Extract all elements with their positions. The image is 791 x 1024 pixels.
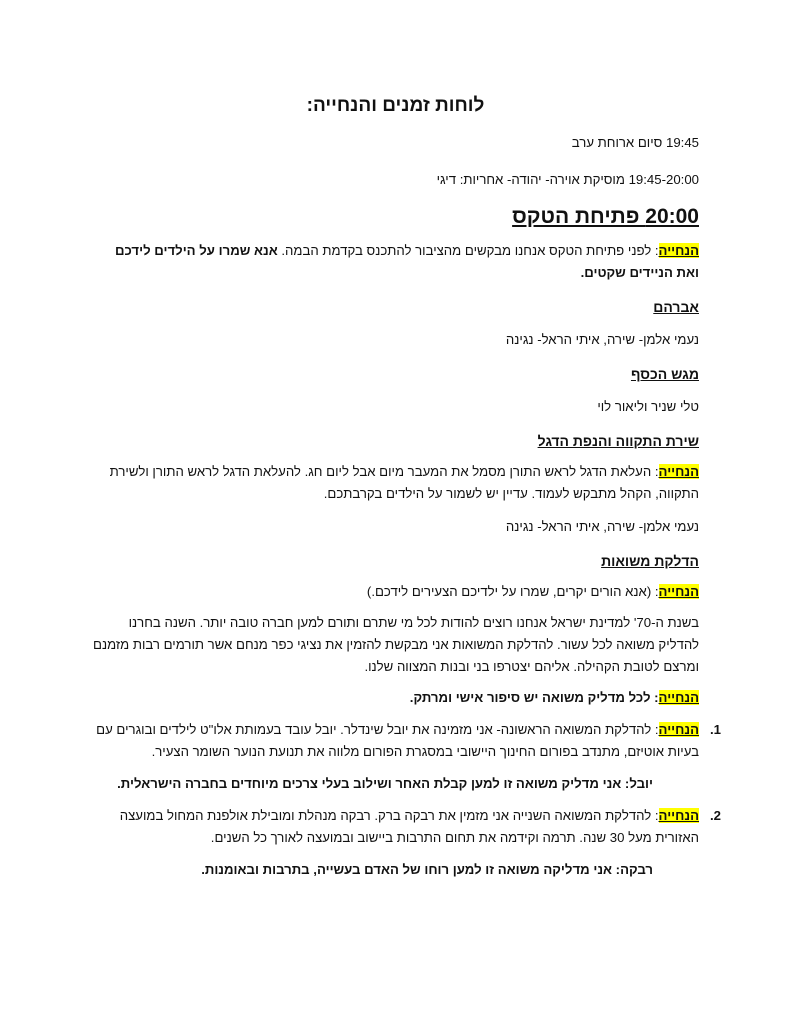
opening-host-text-bold: אנא שמרו על הילדים לידכם ואת הניידים שקטים. — [115, 243, 699, 280]
anthem-host-paragraph — [92, 461, 699, 505]
torch-item-2-quote: רבקה: אני מדליקה משואה זו למען רוחו של האדם בעשייה, בתרבות ובאומנות. — [201, 862, 653, 877]
host-label: הנחייה — [658, 808, 699, 823]
torch-item-1-quote: יובל: אני מדליק משואה זו למען קבלת האחר ושילוב בעלי צרכים מיוחדים בחברה הישראלית. — [117, 776, 653, 791]
schedule-line-music: 19:45-20:00 מוסיקת אוירה- יהודה- אחריות: דיגי — [436, 172, 699, 187]
section-heading-anthem: שירת התקווה והנפת הדגל — [537, 433, 699, 449]
torch-item-1-text: : להדלקת המשואה הראשונה- אני מזמינה את יובל שינדלר. יובל עובד בעמותת אלו"ט לילדים ובוגרים עם בעיות אוטיזם, מתנדב בפורום החינוך היישובי במסגרת הפורום מלווה את תנועת הנוער השומר הצעיר. — [96, 722, 699, 759]
torches-host-text: : (אנא הורים יקרים, שמרו על ילדיכם הצעירים לידכם.) — [366, 584, 659, 599]
torch-item-2-text: : להדלקת המשואה השנייה אני מזמין את רבקה ברק. רבקה מנהלת ומובילת אולפנת המחול במועצה האזורית מעל 30 שנה. תרמה וקידמה את תחום התרבות ביישוב ובמועצה לאורך כל השנים. — [119, 808, 699, 845]
torches-paragraph: בשנת ה-70' למדינת ישראל אנחנו רוצים להודות לכל מי שתרם ותורם למען חברה טובה יותר. השנה בחרנו להדליק משואה לכל עשור. להדלקת המשואות אני מבקשת להזמין את נציגי כפר מנחם אשר תורמים רבות מזמנם ומרצם לטובת הקהילה. אליהם יצטרפו בני ובנות המצווה שלנו. — [93, 615, 699, 674]
section-performers-anthem: נעמי אלמן- שירה, איתי הראל- נגינה — [505, 519, 699, 534]
opening-heading: 20:00 פתיחת הטקס — [512, 205, 699, 228]
host-label: הנחייה — [658, 722, 699, 737]
torch-item-host-text — [92, 805, 699, 849]
section-performers-silver-platter: טלי שניר וליאור לוי — [597, 399, 699, 414]
torches-host-note — [92, 581, 699, 603]
section-heading-torches: הדלקת משואות — [601, 553, 699, 569]
host-label: הנחייה — [658, 690, 699, 705]
host-label: הנחייה — [658, 243, 699, 258]
section-performers-avraham: נעמי אלמן- שירה, איתי הראל- נגינה — [505, 332, 699, 347]
schedule-line-dinner-end: 19:45 סיום ארוחת ערב — [571, 135, 699, 150]
section-heading-silver-platter: מגש הכסף — [630, 366, 699, 382]
torch-item-number: 1. — [709, 722, 721, 737]
torch-item-number: 2. — [709, 808, 721, 823]
torches-host-intro-text: : לכל מדליק משואה יש סיפור אישי ומרתק. — [409, 690, 659, 705]
torch-item-2 — [92, 805, 721, 849]
host-label: הנחייה — [658, 584, 699, 599]
host-label: הנחייה — [658, 464, 699, 479]
anthem-host-text: : העלאת הדגל לראש התורן מסמל את המעבר מיום אבל ליום חג. להעלאת הדגל לראש התורן ולשירת התקווה, הקהל מתבקש לעמוד. עדיין יש לשמור על הילדים בקרבתכם. — [109, 464, 699, 501]
torch-item-1 — [92, 719, 721, 763]
torch-item-host-text — [92, 719, 699, 763]
opening-host-paragraph — [92, 240, 699, 284]
section-heading-avraham: אברהם — [653, 299, 699, 315]
torches-host-intro — [92, 687, 699, 709]
page-title: לוחות זמנים והנחייה: — [306, 95, 485, 116]
opening-host-text: : לפני פתיחת הטקס אנחנו מבקשים מהציבור להתכנס בקדמת הבמה. — [277, 243, 659, 258]
